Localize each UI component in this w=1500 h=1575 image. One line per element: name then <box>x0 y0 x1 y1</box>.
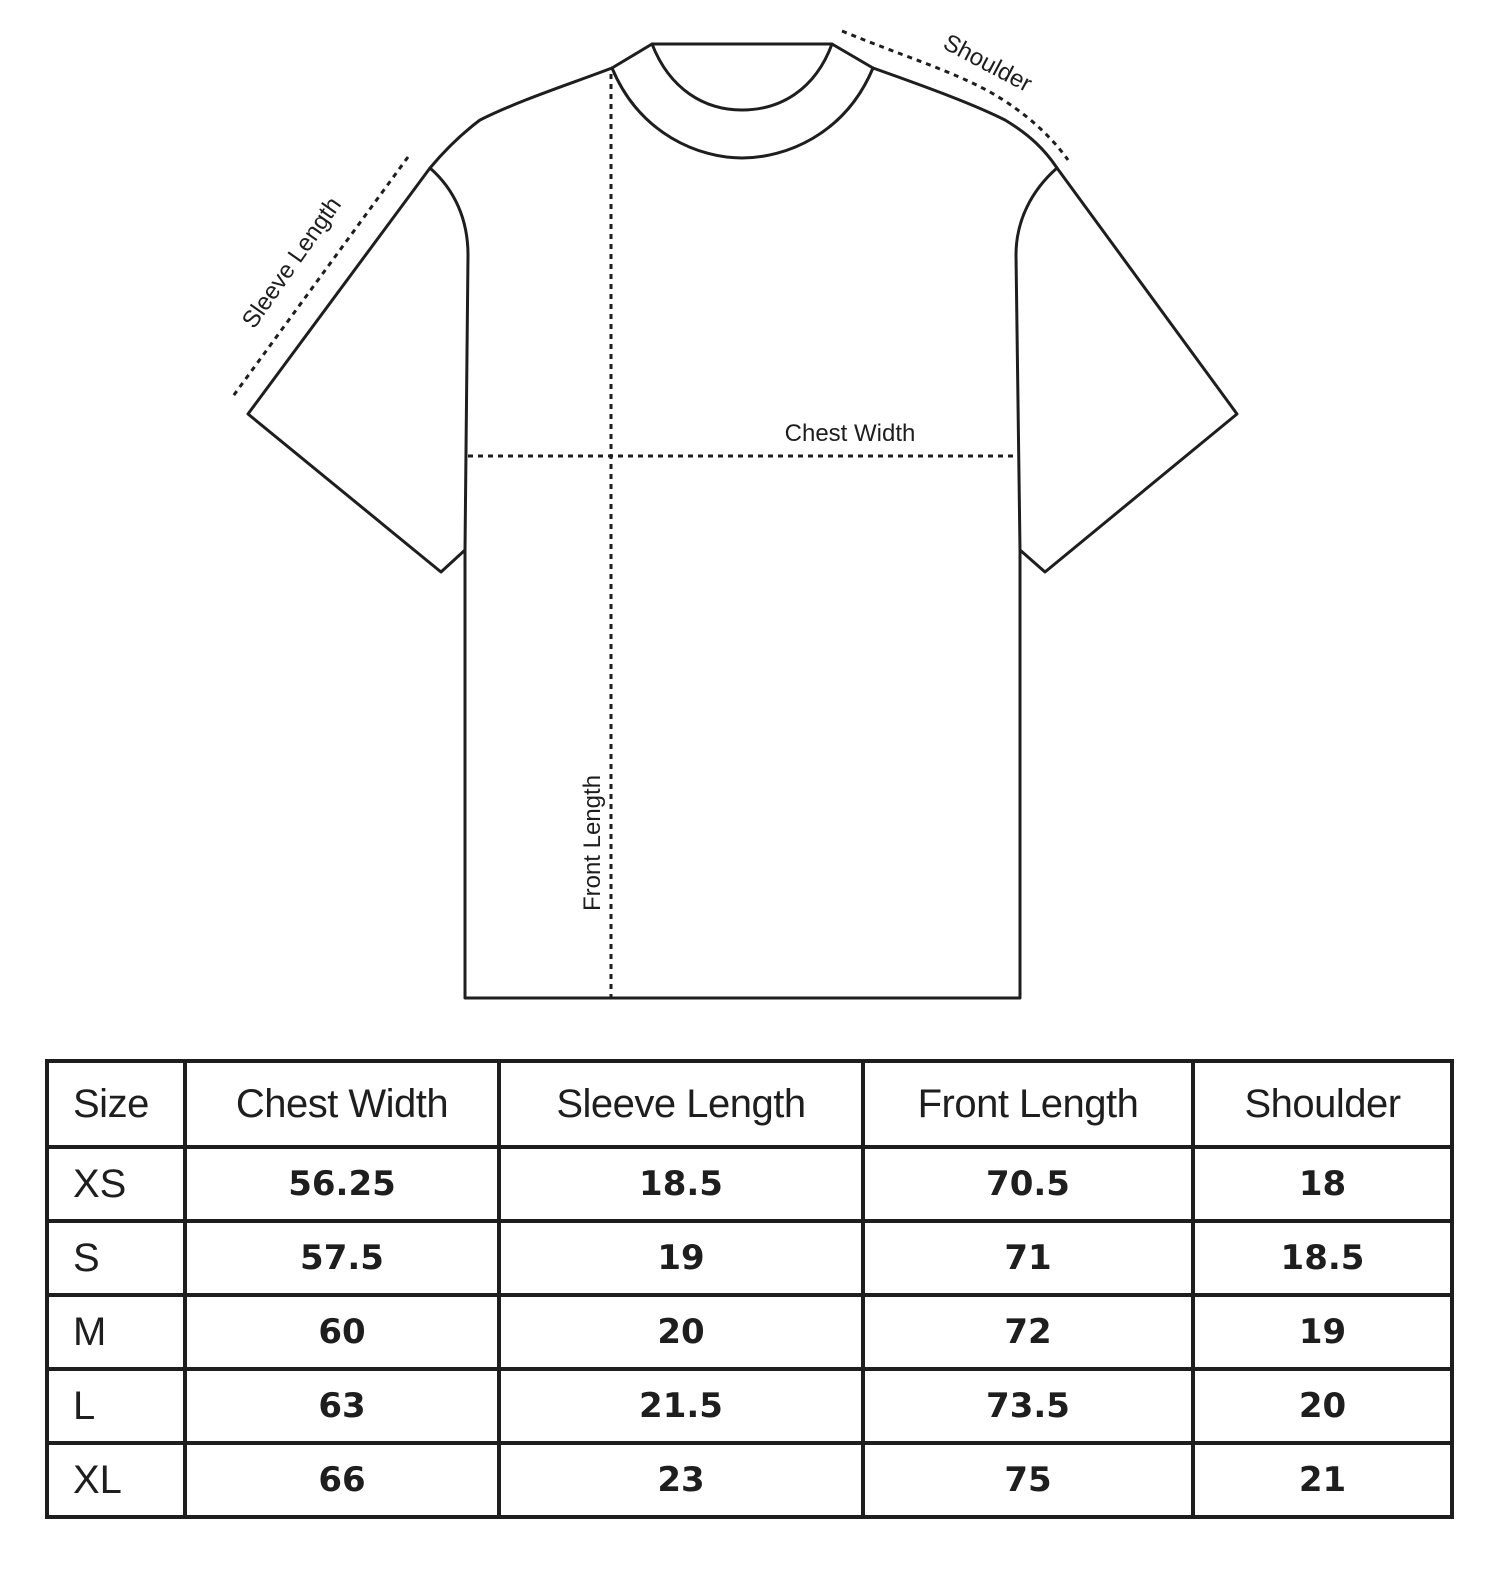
chest-width-cell: 56.25 <box>185 1147 499 1221</box>
sleeve-length-cell: 19 <box>499 1221 863 1295</box>
front-length-cell: 73.5 <box>863 1369 1193 1443</box>
sleeve-length-cell: 18.5 <box>499 1147 863 1221</box>
shoulder-cell: 19 <box>1193 1295 1452 1369</box>
size-chart-table <box>45 1059 1454 1519</box>
table-row <box>47 1221 1452 1295</box>
shoulder-cell: 20 <box>1193 1369 1452 1443</box>
table-row <box>47 1147 1452 1221</box>
front-length-label: Front Length <box>579 774 606 912</box>
sleeve-length-label: Sleeve Length <box>236 192 347 334</box>
header-size: Size <box>47 1061 185 1147</box>
sleeve-length-cell: 21.5 <box>499 1369 863 1443</box>
header-shoulder: Shoulder <box>1193 1061 1452 1147</box>
header-front-length: Front Length <box>863 1061 1193 1147</box>
size-cell: M <box>47 1295 185 1369</box>
shoulder-cell: 18 <box>1193 1147 1452 1221</box>
chest-width-cell: 66 <box>185 1443 499 1517</box>
header-sleeve-length: Sleeve Length <box>499 1061 863 1147</box>
size-cell: XS <box>47 1147 185 1221</box>
sleeve-length-cell: 20 <box>499 1295 863 1369</box>
tshirt-collar <box>612 68 873 158</box>
sleeve-length-cell: 23 <box>499 1443 863 1517</box>
table-row <box>47 1369 1452 1443</box>
front-length-cell: 72 <box>863 1295 1193 1369</box>
shoulder-cell: 21 <box>1193 1443 1452 1517</box>
left-sleeve-seam <box>430 168 468 550</box>
front-length-cell: 70.5 <box>863 1147 1193 1221</box>
right-sleeve-seam <box>1016 168 1057 550</box>
front-length-cell: 71 <box>863 1221 1193 1295</box>
sleeve-length-guide <box>231 157 408 399</box>
header-chest-width: Chest Width <box>185 1061 499 1147</box>
front-length-cell: 75 <box>863 1443 1193 1517</box>
shoulder-cell: 18.5 <box>1193 1221 1452 1295</box>
table-row <box>47 1443 1452 1517</box>
size-cell: S <box>47 1221 185 1295</box>
chest-width-cell: 60 <box>185 1295 499 1369</box>
size-cell: L <box>47 1369 185 1443</box>
tshirt-body-outline <box>248 44 1237 998</box>
table-row <box>47 1295 1452 1369</box>
table-header-row <box>47 1061 1452 1147</box>
size-cell: XL <box>47 1443 185 1517</box>
chest-width-cell: 63 <box>185 1369 499 1443</box>
chest-width-cell: 57.5 <box>185 1221 499 1295</box>
shoulder-label: Shoulder <box>938 28 1037 98</box>
tshirt-collar-inner <box>652 44 832 110</box>
chest-width-label: Chest Width <box>784 420 916 447</box>
